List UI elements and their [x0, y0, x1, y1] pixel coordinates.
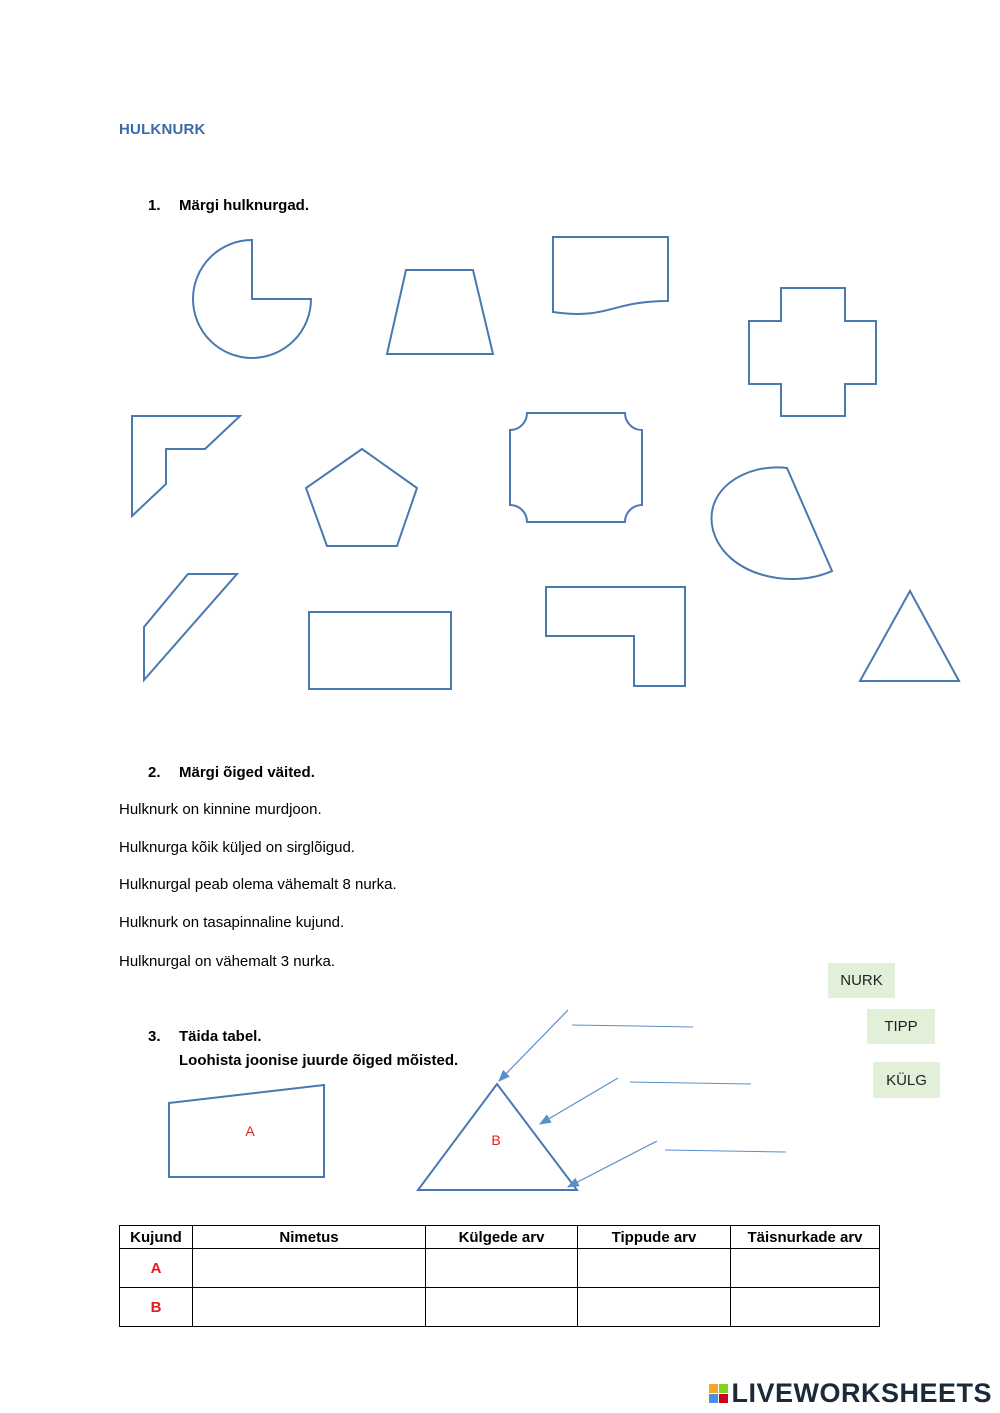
cell-b-kulgede-arv[interactable] [426, 1288, 578, 1327]
arrow-angle [568, 1141, 657, 1187]
shape-cross[interactable] [749, 288, 876, 416]
term-nurk[interactable]: NURK [828, 963, 895, 998]
logo-square-2 [719, 1384, 728, 1393]
row-label-a: A [120, 1249, 193, 1288]
term-tipp[interactable]: TIPP [867, 1009, 935, 1044]
shape-pentagon[interactable] [306, 449, 417, 546]
statement-3[interactable]: Hulknurgal peab olema vähemalt 8 nurka. [119, 876, 397, 893]
q2-text: Märgi õiged väited. [179, 764, 315, 781]
header-tippude-arv: Tippude arv [578, 1226, 731, 1249]
page-title: HULKNURK [119, 121, 206, 138]
statement-5[interactable]: Hulknurgal on vähemalt 3 nurka. [119, 953, 335, 970]
q1-number: 1. [148, 197, 161, 214]
header-kulgede-arv: Külgede arv [426, 1226, 578, 1249]
header-nimetus: Nimetus [193, 1226, 426, 1249]
q3-line2: Loohista joonise juurde õiged mõisted. [179, 1052, 459, 1069]
shape-chevron-corner[interactable] [132, 416, 240, 516]
shape-half-oval[interactable] [712, 467, 832, 579]
shape-scalloped-rectangle[interactable] [510, 413, 642, 522]
header-taisnurkade-arv: Täisnurkade arv [731, 1226, 880, 1249]
cell-a-nimetus[interactable] [193, 1249, 426, 1288]
header-kujund: Kujund [120, 1226, 193, 1249]
row-label-b: B [120, 1288, 193, 1327]
logo-square-4 [719, 1394, 728, 1403]
cell-b-nimetus[interactable] [193, 1288, 426, 1327]
shape-triangle[interactable] [860, 591, 959, 681]
shape-trapezoid[interactable] [387, 270, 493, 354]
answer-line-2[interactable] [630, 1082, 751, 1084]
liveworksheets-logo [709, 1378, 992, 1409]
statement-2[interactable]: Hulknurga kõik küljed on sirglõigud. [119, 839, 355, 856]
cell-a-kulgede-arv[interactable] [426, 1249, 578, 1288]
table-header-row [120, 1226, 880, 1249]
arrow-side [540, 1078, 618, 1124]
table-row [120, 1249, 880, 1288]
shape-l-shape[interactable] [546, 587, 685, 686]
figure-b-label: B [491, 1132, 501, 1148]
answer-table [119, 1225, 880, 1327]
logo-text: LIVEWORKSHEETS [731, 1378, 992, 1408]
shape-parallelogram[interactable] [144, 574, 237, 680]
statement-1[interactable]: Hulknurk on kinnine murdjoon. [119, 801, 322, 818]
arrow-vertex [499, 1010, 568, 1081]
cell-b-taisnurkade-arv[interactable] [731, 1288, 880, 1327]
q2-number: 2. [148, 764, 161, 781]
shape-pacman[interactable] [193, 240, 311, 358]
shape-wavy-rectangle[interactable] [553, 237, 668, 314]
logo-square-1 [709, 1384, 718, 1393]
statement-4[interactable]: Hulknurk on tasapinnaline kujund. [119, 914, 345, 931]
term-kulg[interactable]: KÜLG [873, 1062, 940, 1098]
cell-a-tippude-arv[interactable] [578, 1249, 731, 1288]
q1-text: Märgi hulknurgad. [179, 197, 310, 214]
figure-a-label: A [245, 1123, 255, 1139]
logo-square-3 [709, 1394, 718, 1403]
answer-line-1[interactable] [572, 1025, 693, 1027]
cell-b-tippude-arv[interactable] [578, 1288, 731, 1327]
table-row [120, 1288, 880, 1327]
shape-rectangle[interactable] [309, 612, 451, 689]
cell-a-taisnurkade-arv[interactable] [731, 1249, 880, 1288]
logo-mark-icon [709, 1384, 728, 1403]
q3-number: 3. [148, 1028, 161, 1045]
q3-line1: Täida tabel. [179, 1028, 262, 1045]
answer-line-3[interactable] [665, 1150, 786, 1152]
